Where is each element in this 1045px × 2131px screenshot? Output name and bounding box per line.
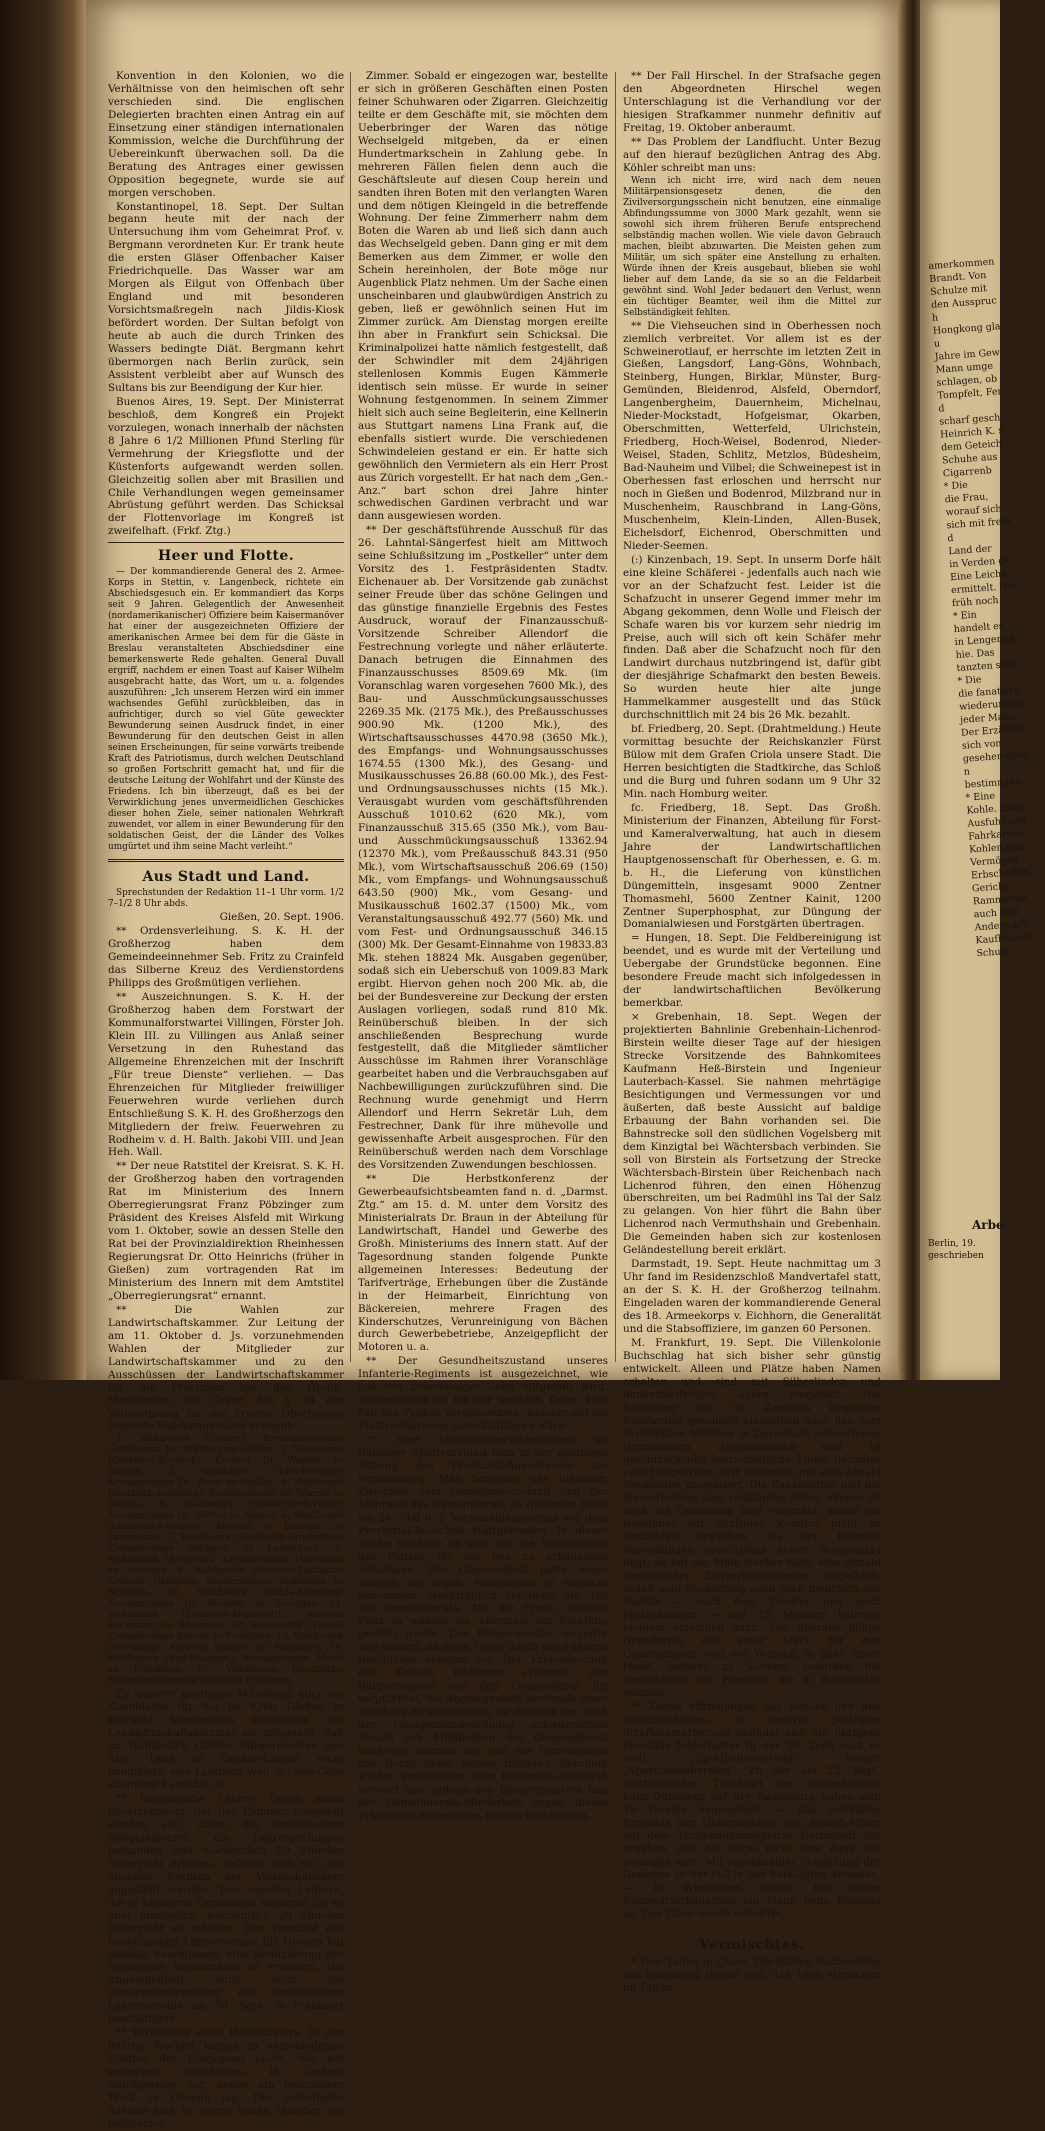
adjacent-page-line: Brandt. Von	[928, 269, 987, 285]
section-heading-vermischtes: Vermischtes.	[699, 1936, 805, 1953]
adjacent-page-line: in Lengerich	[954, 632, 1016, 649]
article-kreisrat: ** Der neue Ratstitel der Kreisrat. S. K. H. der Großherzog haben den vortragenden Rat im Ministerium des Innern Oberregierungsrat Franz Pöbzinger zum Präsident des Kreises Alsfeld mit Wirkung vom 1. Oktober, sowie an dessen Stelle den Rat bei der Provinzialdirektion Rheinhessen Regierungsrat Dr. Otto Heinrichs (früher in Gießen) zum vortragenden Rat im Ministerium des Innern mit dem Amtstitel „Oberregierungsrat“ ernannt.	[108, 1160, 344, 1302]
article-grebenhain: × Grebenhain, 18. Sept. Wegen der projektierten Bahnlinie Grebenhain-Lichenrod-Birstein weilte dieser Tage auf der hiesigen Strecke Vorsitzende des Bahnkomitees Kaufmann Heß-Birstein und Ingenieur Lauterbach-Kassel. Sie nahmen mehrtägige Besichtigungen und Vermessungen vor und äußerten, daß beste Aussicht auf baldige Erbauung der Bahn vorhanden sei. Die Bahnstrecke soll den südlichen Vogelsberg mit dem Kinzigtal bei Wächtersbach verbinden. Sie soll von Birstein als Fortsetzung der Strecke Wächtersbach-Birstein über Reichenbach nach Lichenrod führen, den einen Höhenzug überschreiten, um bei Radmühl ins Tal der Salz zu gelangen. Von hier führt die Bahn über Lichenrod nach Vermuthshain und Grebenhain. Die Gemeinden haben sich zur kostenlosen Geländestellung bereit erklärt.	[623, 1011, 881, 1257]
adjacent-page-line: handelt es	[953, 620, 1005, 636]
office-hours-note: Sprechstunden der Redaktion 11–1 Uhr vorm. 1/2 7–1/2 8 Uhr abds.	[108, 888, 344, 910]
adjacent-page-heading: Arbe	[972, 1218, 1004, 1232]
book-spine	[898, 0, 920, 1380]
adjacent-page-line: Ausfuhr und	[967, 814, 1028, 830]
adjacent-page-line: scharf gesch	[938, 412, 1001, 428]
adjacent-page-line: Rammstadt	[972, 892, 1029, 908]
adjacent-page-line: den Ausspruch	[930, 295, 998, 324]
article-hungen: = Hungen, 18. Sept. Die Feldbereinigung ist beendet, und es wurde mit der Verteilung und Uebergabe der Grundstücke begonnen. Eine besondere Freude macht sich infolgedessen in der landwirtschaftlichen Bevölkerung bemerkbar.	[623, 932, 881, 1010]
adjacent-page-line: amerkommen	[928, 256, 995, 272]
adjacent-page-line: hie. Das	[955, 647, 995, 662]
adjacent-page-line: auch hier	[973, 906, 1020, 921]
article-kleine-mitteilungen: ** Kleine Mitteilungen aus Hessen und den Nachbarstaaten. In unserm gestrigen Strafkammerbericht befindet sich ein übrigens ebenfalls fehlerhafter In der 30. Zeile muß es statt „Spottliebhabereien“ heißen „Sportliebhabereien“. Zu der am 23. Sept. stattfindenden Turnfahrt des Turnerbundes Lahn-Dünsberg auf der Badenburg haben sich 18 Vereine angemeldet. — Das vorläufige Ergebnis der Untersuchung des Schieß-Affäre auf dem Truppenübungsplatze Darmstadt hat ergeben, daß die Kugel nicht vom Zuge aus gelangen kam. Mit vollständiger Schließung der Gewehre ist der Fall in den beteiligten Anwesen. — In Wiesbaden wurde bei einem Bahnwärterhäuschen ein Mann beim Bahnhof an. Der Täter wurde verhaftet.	[623, 1700, 881, 1920]
article-frankfurt-buchschlag: M. Frankfurt, 19. Sept. Die Villenkolonie Buchschlag hat sich bisher sehr günstig entwickelt. Alleen und Plätze haben Namen erhalten und sind mit Silberlinden und dunkelblätterigen Ahorn eingefaßt. Die Bebauung des im Zentrum liegenden Bauviertels geschieht einheitlich nach den vom Architekten Meißner in Darmstadt entworfenen Grundsätzen. Augenblicklich sind 16 geschmackvolle herrschaftliche Villen, darunter zwei Doppelvillen fast vollendet und eine Anzahl Neubauten projektiert. Die Kanalisation und die Wasserleitung sind vollständig fertig, ebenso ist auch die Gasleitung bald vollendet, sodaß die Bewohner auf künftigen Komfort nicht zu verzichten brauchen. Da der Bahnhof Sprendlingen unmittelbar neben Buchschlag liegt, so hat die Main-Neckar-Bahn eine Anzahl wesentlicher Zugverbesserungen eingeführt, sodaß man Buchschlag auch noch mehrfach des Nachts — nach dem Theater und nach Festlichkeiten — mit 15 Minuten Fahrzeit bequem erreichen kann. Der überaus billige Grundpreis von einer Mark für den Quadratmeter, und der Wunsch, in ganz fester Hand, wohnen zu können, bewirken die Ansiedelung von Familien, die in Buchschlag wohnen.	[623, 1336, 881, 1699]
article-taifun: * Vom Taifun in China. Die letzten Nachrichten aus Hongkong stellen fest, daß 1000 Menschen im Taifun	[623, 1955, 881, 1994]
section-heading-aus-stadt-und-land: Aus Stadt und Land.	[142, 869, 310, 886]
adjacent-page-line: dem Geteich	[940, 438, 1003, 454]
article-buenos-aires: Buenos Aires, 19. Sept. Der Ministerrat beschloß, dem Kongreß ein Projekt vorzulegen, wonach innerhalb der nächsten 8 Jahre 6 1/2 Millionen Pfund Sterling für Vermehrung der Kriegsflotte und der Küstenforts aufgewandt werden sollen. Gleichzeitig sollen aber mit Brasilien und Chile Verhandlungen wegen gemeinsamer Abrüstung geführt werden. Das Schicksal der Flottenvorlage im Kongreß ist zweifelhaft. (Frkf. Ztg.)	[108, 395, 344, 538]
adjacent-page-line: * Die	[957, 674, 982, 687]
article-saengerfest-ausschuss: ** Der geschäftsführende Ausschuß für das 26. Lahntal-Sängerfest hielt am Mittwoch seine Schlußsitzung im „Postkeller“ unter dem Vorsitz des 1. Festpräsidenten Stadtv. Eichenauer ab. Der Vorsitzende gab zunächst seiner Freude über das schöne Gelingen und das günstige finanzielle Ergebnis des Festes Ausdruck, worauf der Finanzausschuß-Vorsitzende Schreiber Allendorf die Festrechnung vorlegte und näher erläuterte. Danach betrugen die Einnahmen des Finanzausschusses 8509.69 Mk. (im Voranschlag waren vorgesehen 7600 Mk.), des Bau- und Ausschmückungsausschusses 2269.35 Mk. (2175 Mk.), des Preßausschusses 900.90 Mk. (1200 Mk.), des Wirtschaftsausschusses 4470.98 (3650 Mk.), des Empfangs- und Wohnungsausschusses 1674.55 (1300 Mk.), des Gesang- und Musikausschusses 26.88 (60.00 Mk.), des Fest- und Ordnungsausschusses nichts (15 Mk.). Verausgabt wurden vom geschäftsführenden Ausschuß 1010.62 (620 Mk.), vom Finanzausschuß 315.65 (350 Mk.), vom Bau- und Ausschmückungsausschuß 13362.94 (12370 Mk.), vom Preßausschuß 843.31 (950 Mk.), vom Wirtschaftsausschuß 206.69 (150) Mk., vom Empfangs- und Wohnungsausschuß 643.50 (900) Mk., vom Gesang- und Musikausschuß 1602.37 (1500) Mk., vom Veranstaltungsausschuß 492.77 (560) Mk. und vom Fest- und Ordnungsausschuß 346.15 (300) Mk. Der Gesamt-Einnahme von 19833.83 Mk. stehen 18824 Mk. Ausgaben gegenüber, sodaß sich ein Ueberschuß von 1009.83 Mark ergibt. Hiervon gehen noch 200 Mk. ab, die bei der Bundesvereine zur Deckung der ersten Auslagen vorliegen, sodaß rund 810 Mk. Reinüberschuß bleiben. In der sich anschließenden Besprechung wurde festgestellt, daß die Mitglieder sämtlicher Ausschüsse im Rahmen ihrer Voranschläge gearbeitet haben und die Verbrauchsgaben auf Nachbewilligungen zurückzuführen sind. Die Rechnung wurde genehmigt und Herrn Allendorf und Herrn Sekretär Luh, dem Festrechner, Dank für ihre mühevolle und gewissenhafte Arbeit ausgesprochen. Für den Reinüberschuß werden nach dem Vorschlage des Vorsitzenden Zuwendungen beschlossen.	[358, 524, 608, 1172]
adjacent-page-line: Eine Leiche	[949, 568, 1008, 584]
adjacent-page-line: sich mit fremd	[946, 515, 1011, 545]
adjacent-page-line: * Ein	[952, 609, 978, 623]
article-friedberg-drahtmeldung: bf. Friedberg, 20. Sept. (Drahtmeldung.) Heute vormittag besuchte der Reichskanzler Fürst Bülow mit dem Grafen Criola unsere Stadt. Die Herren besichtigten die Stadtkirche, das Schloß und die Burg und fuhren sodann um 9 Uhr 32 Min. nach Homburg weiter.	[623, 723, 881, 800]
article-kinzenbach: (:) Kinzenbach, 19. Sept. In unserm Dorfe hält eine kleine Schäferei - jedenfalls auch nach wie vor an der Schafzucht fest. Leider ist die Schafzucht in unserer Gegend immer mehr im Abgang gekommen, denn Wolle und Fleisch der Schafe waren bis vor kurzem sehr niedrig im Preise, auch will sich oft kein Schäfer mehr finden. Daß aber die Schafzucht noch für den Landwirt durchaus nutzbringend ist, dafür gibt der diesjährige Schafmarkt den besten Beweis. So wurden heute hier alte junge Hammelkammer ausgestellt und das Stück durchschnittlich mit 24 bis 26 Mk. bezahlt.	[623, 553, 881, 722]
article-meinungsverschiedenheit: ** Eine Meinungsverschiedenheit im Büdinger Stadtvorstand kam in der gestrigen Sitzung des Provinzial-Ausschusses zur Verhandlung. Man berichtet uns hierüber: Zwischen dem Gemeindevorstand und der Mehrheit des Gemeinderats zu Büdingen hatte am 28. Mai d. J. Verhandlungstermin vor dem Provinzial-Ausschuß stattgefunden. In dieser Sache handelte es sich um die Bestimmung des Platzes für ein neu zu erbauendes Schulhaus. Der Gemeinderat hatte einen solchen am sogen. Wildenstein in Aussicht genommen. Nachträglich verlangte ein Teil des Gemeinderats, daß die Frage, welcher Platz zu wählen sei, abermals zur Beratung gestellt werde. Der Bürgermeister weigerte sich dessen, da diese Frage durch die früheren Beschlüsse abgetan sei. Der Kreisausschuß des Kreises Büdingen erkannte den Bürgermeister und den Gemeinderat für verpflichtet, die Angelegenheit nochmals einer Beratung zu unterziehen, da dies von der nach der Landgemeindeordnung erforderlichen Anzahl von Mitgliedern des Gemeinderats beantragt worden sei, und der Gemeinderat das Recht habe, seinen früheren Beschluß wieder umzustoßen. Der Provinzial-Ausschuß verwarf den seitens des Bürgermeisters und der Gemeinderats-Minderheit gegen dieses Erkenntnis eingelegten Rekurs kostenfällig.	[358, 1434, 608, 1822]
adjacent-page-line: die Frau,	[944, 491, 989, 506]
adjacent-page-tail-text	[928, 1238, 998, 1262]
article-wahlen: ** Die Wahlen zur Landwirtschaftskammer. Zur Leitung der am 11. Oktober d. Js. vorzunehmenden Wahlen der Mitglieder zur Landwirtschaftskammer und zu den Ausschüssen der Landwirtschaftskammer für die Provinzen hat das Großh. Ministerium auf Grund des § 24 der Wahlordnung für die Provinz Oberhessen folgende Wahlkommissäre ernannt:	[108, 1303, 344, 1433]
adjacent-page-edge	[920, 0, 1032, 1380]
article-konstantinopel: Konstantinopel, 18. Sept. Der Sultan begann heute mit der nach der Untersuchung ihm vom Geheimrat Prof. v. Bergmann verordneten Kur. Er trank heute die ersten Gläser Offenbacher Kaiser Friedrichquelle. Das Wasser war am Morgen als Eilgut von Offenbach über England und mit besonderen Vorsichtsmaßregeln nach Jildis-Kiosk befördert worden. Der Sultan befolgt von heute ab auch die durch Trinken des Wassers bedingte Diät. Bergmann kehrt übermorgen nach Berlin zurück, sein Assistent verbleibt aber auf Wunsch des Sultans bis zur Beendigung der Kur hier.	[108, 200, 344, 394]
article-hochstapler: ** Verhaftung eines Hochstaplers. In den letzten Wochen kamen in verschiedenen Städten der Umgegend (auch, wie wir seinerzeit berichteten, in Gießen) Betrügereien vor, denen ein besonderer Trick zu Grunde lag. Der Schwindler mietete sich in einem feinen Quartier ein möbliertes	[108, 2027, 344, 2130]
adjacent-page-line: Tompfelt, Ferd	[937, 386, 1003, 415]
section-divider	[108, 542, 344, 543]
adjacent-page-line: gesehen davon	[962, 749, 1030, 778]
adjacent-page-line: wiederum ein	[958, 697, 1026, 713]
adjacent-page-line: Kohlen und	[968, 840, 1025, 856]
newspaper-page	[86, 0, 898, 2130]
adjacent-page-line: Hongkong glau	[932, 321, 1001, 350]
adjacent-page-line: tanzten sich	[956, 658, 1016, 674]
adjacent-page-line: jeder Mann	[959, 711, 1016, 726]
article-herbstkonferenz: ** Die Herbstkonferenz der Gewerbeaufsichtsbeamten fand n. d. „Darmst. Ztg.“ am 15. d. M. unter dem Vorsitz des Ministerialrats Dr. Braun in der Abteilung für Landwirtschaft, Handel und Gewerbe des Großh. Ministeriums des Innern statt. Auf der Tagesordnung standen folgende Punkte allgemeinen Interesses: Bedeutung der Tarifverträge, Erhebungen über die Zustände in der Heimarbeit, Einrichtung von Bäckereien, mehrere Fragen des Kinderschutzes, Verunreinigung von Bächen durch Gewerbebetriebe, Anzeigepflicht der Motoren u. a.	[358, 1173, 608, 1354]
column-3	[623, 70, 881, 1994]
section-divider	[108, 859, 344, 862]
adjacent-page-line: Fahrkarten	[967, 827, 1023, 843]
section-divider	[623, 1927, 881, 1930]
left-book-gutter	[0, 0, 86, 1380]
adjacent-page-line: Vermögen	[969, 854, 1020, 869]
adjacent-page-line: bestimmten.	[964, 775, 1025, 791]
adjacent-page-line: Kaufhäuser	[975, 931, 1032, 947]
adjacent-page-line: Der Erzähler	[960, 723, 1024, 739]
article-israelitische-lehrer: ** Israelitische Lehrer. Durch einen Gesetzentwurf, der der Kammer vorgelegt werden soll, sollen die israelitischen Religionslehrer, die Lehrerprüfungen bestanden und wöchentlich 20 Stunden Unterricht erteilen, definitiv und mit den gleichen Rechten der Volksschullehrer angestellt werden. Den meisten Lehrern, die in kleineren Gemeinden amtieren, ist es aber unmöglich, wöchentlich 20 Stunden Unterricht zu erteilen. Der Vorstand des israelitischen Lehrervereins für Hessen hat deshalb beschlossen, eine Reduzierung der verlangten Stundenzahl zu erwirken. Die Angelegenheit wird auch die Generalversammlung des israelitischen Lehrervereins am 30. Sept. in Frankfurt beschäftigen.	[108, 1793, 344, 2026]
adjacent-page-line: Erbschaften	[970, 866, 1030, 882]
column-1	[108, 70, 344, 2130]
article-gesundheitszustand: ** Der Gesundheitszustand unseres Infanterie-Regiments ist ausgezeichnet, wie uns von zuverlässiger Seite mitgeteilt wird. Insbesondere ist bis vor wenigen Tagen kein Fall von Typhus vorgekommen, welcher auf die Platzverhältnisse zurückzuführen wäre.	[358, 1355, 608, 1433]
adjacent-page-line: schlagen, ob	[936, 373, 998, 389]
adjacent-page-line: früh noch	[951, 594, 999, 610]
article-hochstapler-continued: Zimmer. Sobald er eingezogen war, bestellte er sich in größeren Geschäften einen Posten feiner Schuhwaren oder Zigarren. Gleichzeitig teilte er dem Geschäfte mit, sie möchten dem Ueberbringer der Waren das nötige Wechselgeld mitgeben, da er einen Hundertmarkschein in Zahlung gebe. In mehreren Fällen fielen denn auch die Geschäftsleute auf diesen Coup herein und sandten ihren Boten mit den verlangten Waren und dem nötigen Kleingeld in die betreffende Wohnung. Der feine Zimmerherr nahm dem Boten die Waren ab und ließ sich dann auch das Wechselgeld geben. Dann ging er mit dem Bemerken aus dem Zimmer, er wolle den Schein hereinholen, der Bote möge nur Augenblick Platz nehmen. Um der Sache einen unscheinbaren und glaubwürdigen Anstrich zu geben, ließ er gewöhnlich seinen Hut im Zimmer zurück. Am Dienstag morgen ereilte ihn aber in Frankfurt sein Schicksal. Die Kriminalpolizei hatte nämlich festgestellt, daß der Schwindler mit dem 24jährigen stellenlosen Kommis Eugen Kämmerle identisch sein müsse. Er wurde in seiner Wohnung festgenommen. In seinem Zimmer hielt sich auch seine Begleiterin, eine Kellnerin aus Stuttgart namens Lina Frank auf, die ebenfalls sistiert wurde. Die verschiedenen Schwindeleien gestand er ein. Er hatte sich gewöhnlich den Vermietern als ein Herr Prost aus Zürich vorgestellt. Er hat nach dem „Gen.-Anz.“ bart schon drei Jahre hinter schwedischen Gardinen verbracht und war dann ausgewiesen worden.	[358, 70, 608, 523]
adjacent-page-line: * Eine	[965, 790, 996, 804]
column-2	[358, 70, 608, 1822]
article-landflucht-quote: Wenn ich nicht irre, wird nach dem neuen Militärpensionsgesetz denen, die den Zivilversorgungsschein nicht benutzen, eine einmalige Abfindungssumme von 3000 Mark gezahlt, wenn sie sowohl sich ihrem früheren Berufe entsprechend selbständig machen wollen. Wie viele davon Gebrauch machen, bleibt abzuwarten. Die Meisten gehen zum Militär, um sich später eine Anstellung zu erhalten. Würde ihnen der Kreis ausgebaut, blieben sie wohl lieber auf dem Lande, da sie so an die Feldarbeit gewöhnt sind. Wohl Jeder bedauert den Verlust, wenn ein tüchtiger Beamter, weil ihm die Mittel zur Selbständigkeit fehlten.	[623, 175, 881, 318]
adjacent-page-line: Schulze mit	[929, 282, 988, 298]
adjacent-page-line: Cigarrenb	[942, 465, 993, 480]
adjacent-page-line: worauf sich	[945, 503, 1003, 519]
article-heer: — Der kommandierende General des 2. Armee-Korps in Stettin, v. Langenbeck, richtete ein Abschiedsgesuch ein. Er kommandiert das Korps seit 9 Jahren. Gelegentlich der Anwesenheit (nordamerikanischer) Offiziere beim Kaisermanöver hat einer der ausgezeichneten Offiziere der amerikanischen Armee bei dem für die Gäste in Breslau veranstalteten Abschiedsdiner eine bemerkenswerte Rede gehalten. General Duvall ergriff, nachdem er einen Toast auf Kaiser Wilhelm ausgebracht hatte, das Wort, um u. a. folgendes auszuführen: „Ich unserem Herzen wird ein immer wachsendes Gefühl zurückbleiben, das in aufrichtiger, durch so viel Güte geweckter Bewunderung seinen Ausdruck findet, in einer Bewunderung für den deutschen Geist in allen seinen Erscheinungen, für seine vorwärts treibende Kraft des Patriotismus, durch welchen Deutschland so großen Fortschritt gemacht hat, und für die deutsche Leitung der Wohlfahrt und der Künste des Friedens. Ich bin überzeugt, daß es bei der Verwirklichung jenes unvermeidlichen Geschickes dieser hohen Ziele, seiner nationalen Wehrkraft zuwendet, vor allem in einer Bewunderung für den soldatischen Geist, der die Länder des Volkes umgürtet und ihm seine Macht verleiht.“	[108, 567, 344, 853]
adjacent-page-line: Schuhe aus	[941, 451, 998, 467]
article-konvention: Konvention in den Kolonien, wo die Verhältnisse von den heimischen oft sehr verschieden sind. Die englischen Delegierten brachten einen Antrag ein auf Einsetzung einer ständigen internationalen Kommission, welche die Durchführung der Uebereinkunft überwachen soll. Da die Beratung des Antrages einer gewissen Opposition begegnete, wurde sie auf morgen verschoben.	[108, 70, 344, 199]
adjacent-page-line: * Die	[943, 479, 969, 493]
adjacent-page-line: die fanatisch	[957, 684, 1021, 700]
adjacent-page-line: Mann umge	[935, 360, 994, 376]
article-friedberg-ministerium: fc. Friedberg, 18. Sept. Das Großh. Ministerium der Finanzen, Abteilung für Forst- und Kameralverwaltung, hat auch in diesem Jahre der Landwirtschaftlichen Hauptgenossenschaft für Oberhessen, e. G. m. b. H., die Lieferung von künstlichen Düngemitteln, insgesamt 9000 Zentner Thomasmehl, 5600 Zentner Kainit, 1200 Zentner Superphosphat, zur Düngung der Domanialwiesen und Forstgärten übertragen.	[623, 801, 881, 931]
article-kandidaten: Zu unserer gestrigen Mitteilung über die Kandidaten für die im Kreis Gießen in Betracht kommenden Wahlkreise der Landwirtschaftskammer sei mitgeteilt, daß im Wahlbezirk Gießen Bürgermeister und Abg. Leun in Großen-Linden nicht kandidiert, also Landwirt Weil in Lang-Göns alleiniger Kandidat ist.	[108, 1688, 344, 1792]
article-auszeichnungen: ** Auszeichnungen. S. K. H. der Großherzog haben dem Forstwart der Kommunalforstwartei Villingen, Förster Joh. Klein III. zu Villingen aus Anlaß seiner Versetzung in den Ruhestand das Allgemeine Ehrenzeichen mit der Inschrift „Für treue Dienste“ verliehen. — Das Ehrenzeichen für Mitglieder freiwilliger Feuerwehren wurde verliehen durch Entschließung S. K. H. des Großherzogs den Mitgliedern der freiw. Feuerwehren zu Rodheim v. d. H. Balth. Jakobi VIII. und Jean Heh. Wall.	[108, 991, 344, 1159]
article-landflucht: ** Das Problem der Landflucht. Unter Bezug auf den hierauf bezüglichen Antrag des Abg. Köhler schreibt man uns:	[623, 135, 881, 174]
adjacent-page-line: Andere sch	[974, 918, 1030, 934]
adjacent-page-line: Gericht	[971, 880, 1009, 895]
adjacent-page-line: ermittelt. Die	[950, 580, 1016, 597]
adjacent-page-tail-line: geschrieben	[928, 1251, 984, 1261]
article-darmstadt: Darmstadt, 19. Sept. Heute nachmittag um 3 Uhr fand im Residenzschloß Mandvertafel statt, an der S. K. H. der Großherzog teilnahm. Eingeladen waren der kommandierende General des 18. Armeekorps v. Eichhorn, die Generalität und die Stabsoffiziere, im ganzen 60 Personen.	[623, 1258, 881, 1336]
article-viehseuchen: ** Die Viehseuchen sind in Oberhessen noch ziemlich verbreitet. Vor allem ist es der Schweinerotlauf, er herrschte im letzten Zeit in Gießen, Langsdorf, Lang-Göns, Wohnbach, Steinberg, Hungen, Birklar, Münster, Burg-Gemünden, Bleidenrod, Alsfeld, Oberndorf, Langenbergheim, Dauernheim, Michelnau, Nieder-Mockstadt, Hofgeismar, Okarben, Oberschmitten, Wetterfeld, Ulrichstein, Friedberg, Hoch-Weisel, Bodenrod, Nieder-Weisel, Staden, Schlitz, Metzlos, Büdesheim, Bad-Nauheim und Vilbel; die Schweinepest ist in Oberhessen fast erloschen und herrscht nur noch in Gießen und Bodenrod, Milzbrand nur in Muschenheim, Rauschbrand in Lang-Göns, Muschenheim, Klein-Linden, Allen-Busek, Eichelsdorf, Eichenrod, Oberschmitten und Nieder-Seemen.	[623, 319, 881, 552]
article-wahlbezirke-list: 1. Wahlbezirk (Gießen): Provinzialdirektor Geheimerat Dr. Breidert zu Gießen. 2. Wahlbezirk (Grünberg-Busbach): Kreisrat Dr. Wagner zu Gießen. 3. Wahlbezirk (Lich-Hungen): Kreisamtmann Dr. Wend zu Gießen. 4. Wahlbezirk (Butzbach-Homberg): Kreisamtmann Dr. Wörner zu Gießen. 5. Wahlbezirk (Alsfeld-Groß-Felda): Kreisamtmann Dr. Michel zu Alsfeld. 6. Wahlbezirk (Lauterbach-Schlitz): Kreisrat v. Ruhland zu Lauterbach. 7. Wahlbezirk (Herbstein-Ulrichstein): Kreisamtmann Gebhardt zu Lauterbach. 8. Wahlbezirk (Schotten): Kreisamtmann Haberkorn zu Schotten. 9. Wahlbezirk (Schotten-Laubach): Kreisrat Geheimer Regierungsrat Schönfeld zu Schotten. 10. Wahlbezirk (Nidda-Schotten): Kreisamtmann Dr. Schlöter in Büdingen. 11. Wahlbezirk (Büdingen-Altenstadt): Kreisrat Böckmann zu Büdingen. 12. Wahlbezirk (Vilbel): Kreisamtmann Werner zu Friedberg. 13. Wahlbezirk (Friedberg): Kreisrat Usinger zu Friedberg. 14. Wahlbezirk (Bad-Nauheim): Kreisamtmann Musel zu Friedberg. 15. Wahlbezirk (Butzbach): Regierungsassessor Weber zu Friedberg.	[108, 1434, 344, 1687]
adjacent-page-line: Schule	[976, 946, 1010, 960]
article-ordensverleihung: ** Ordensverleihung. S. K. H. der Großherzog haben dem Gemeindeeinnehmer Seb. Fritz zu Crainfeld das Silberne Kreuz des Verdienstordens Philipps des Großmütigen verliehen.	[108, 925, 344, 990]
adjacent-page-line: Jahre im Gew	[934, 347, 1001, 363]
adjacent-page-line: Heinrich K. s	[939, 425, 1004, 441]
section-heading-heer-und-flotte: Heer und Flotte.	[157, 548, 295, 565]
adjacent-page-tail-line: Berlin, 19.	[928, 1239, 976, 1249]
adjacent-page-line: in Verden ge	[948, 555, 1011, 571]
adjacent-page-line: Land der	[948, 543, 993, 558]
article-fall-hirschel: ** Der Fall Hirschel. In der Strafsache gegen den Abgeordneten Hirschel wegen Unterschlagung ist die Verhandlung vor der hiesigen Strafkammer nunmehr definitiv auf Freitag, 19. Oktober anberaumt.	[623, 70, 881, 134]
adjacent-page-text	[928, 255, 1045, 960]
column-separator	[350, 72, 351, 1362]
column-separator	[615, 72, 616, 1362]
adjacent-page-line: Kohle. Zwei	[966, 801, 1024, 817]
dateline: Gießen, 20. Sept. 1906.	[219, 911, 344, 924]
adjacent-page-line: sich von	[961, 738, 1002, 752]
